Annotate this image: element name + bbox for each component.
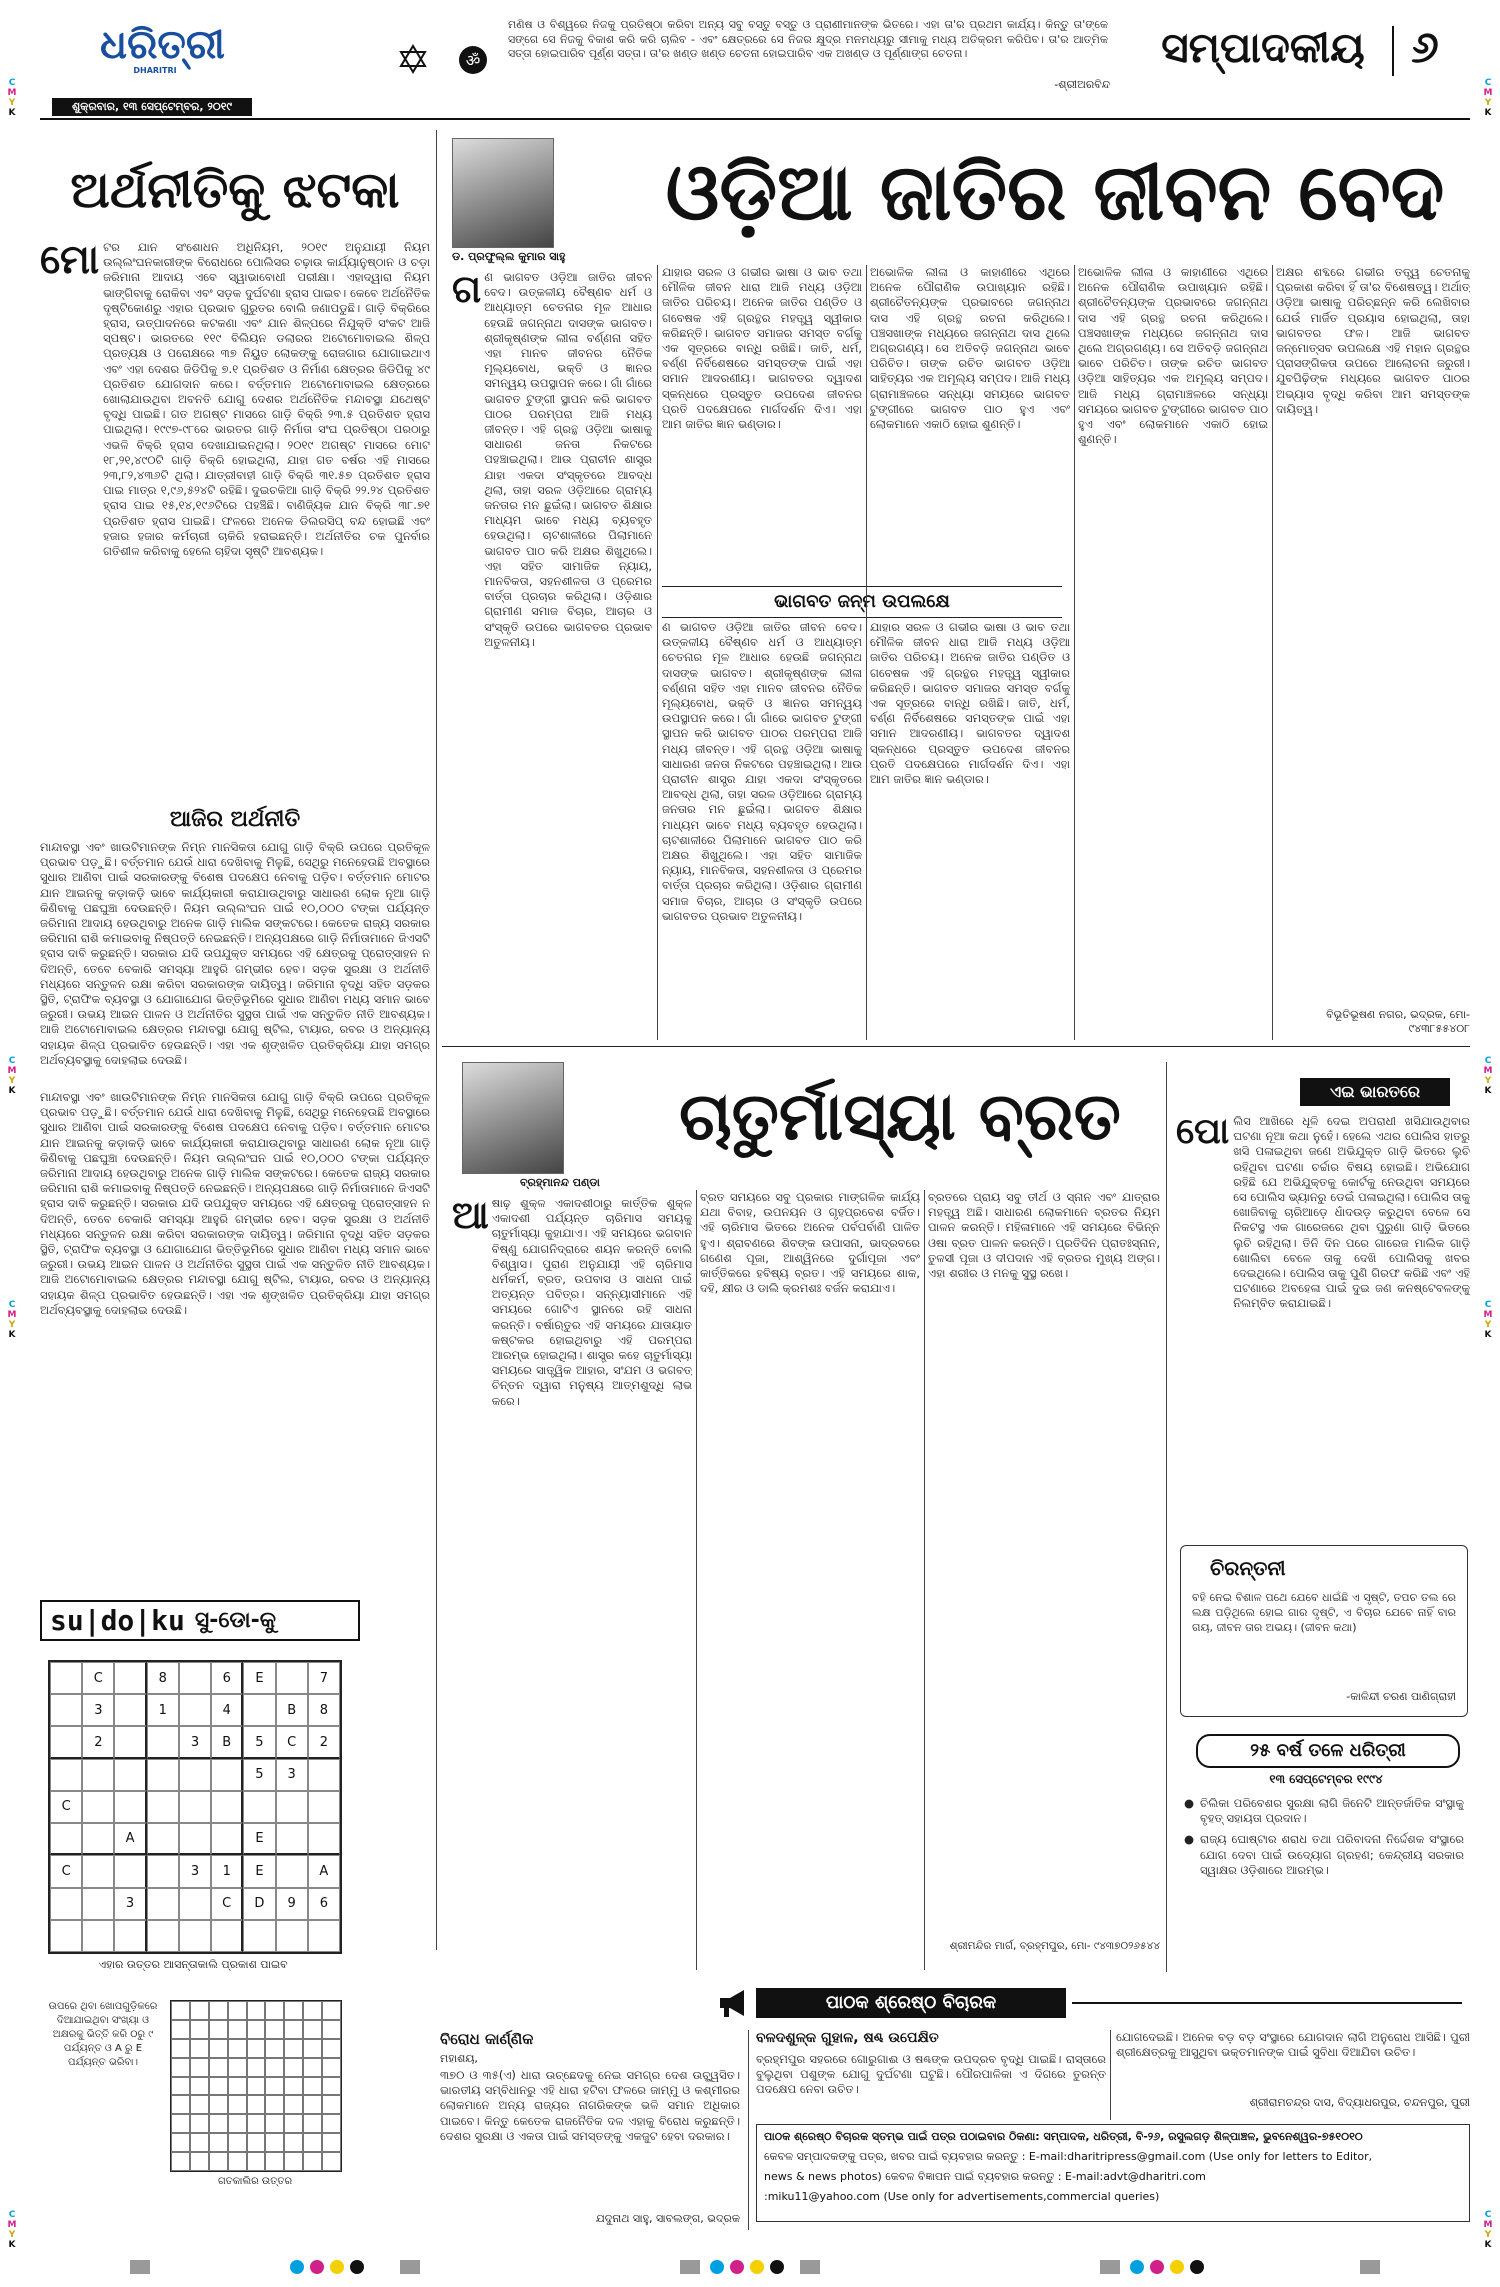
sudoku-solution-cell bbox=[209, 2114, 228, 2133]
sudoku-cell[interactable] bbox=[82, 1759, 114, 1791]
sudoku-solution-cell bbox=[209, 2133, 228, 2152]
letter2-body: ବ୍ରହ୍ମପୁର ସହରରେ ଗୋରୁଗାଈ ଓ ଷଣ୍ଢଙ୍କ ଉପଦ୍ରବ ବୃଦ୍ଧି ପାଇଛି। ରାସ୍ତାରେ ବୁଲୁଥିବା ପଶୁଙ୍କ ଯୋଗୁ ଦୁର୍ଘଟଣା ଘଟୁଛି। ପୌରପାଳିକା ଏ ଦିଗରେ ତୁରନ୍ତ ପଦକ୍ଷେପ ନେବା ଉଚିତ। bbox=[756, 2052, 1106, 2097]
sudoku-cell[interactable] bbox=[276, 1855, 308, 1887]
sudoku-solution-cell bbox=[190, 2039, 209, 2058]
registration-mark-right-bottom: C M Y K bbox=[1483, 2210, 1493, 2250]
ei-bharatare-dropcap: ପୋ bbox=[1176, 1111, 1230, 1152]
article2-col1: ଆ ଷାଢ଼ ଶୁକ୍ଳ ଏକାଦଶୀଠାରୁ କାର୍ତ୍ତିକ ଶୁକ୍ଳ ଏକାଦଶୀ ପର୍ଯ୍ୟନ୍ତ ଚାରିମାସ ସମୟକୁ ଚାତୁର୍ମାସ୍ୟା କୁହାଯାଏ। ଏହି ସମୟରେ ଭଗବାନ ବିଷ୍ଣୁ ଯୋଗନିଦ୍ରାରେ ଶୟନ କରନ୍ତି ବୋଲି ବିଶ୍ୱାସ। ପୁରାଣ ଅନୁଯାୟୀ ଏହି ଚାରିମାସ ଧର୍ମକର୍ମ, ବ୍ରତ, ଉପବାସ ଓ ସାଧନା ପାଇଁ ଅତ୍ୟନ୍ତ ପବିତ୍ର। ସନ୍ନ୍ୟାସୀମାନେ ଏହି ସମୟରେ ଗୋଟିଏ ସ୍ଥାନରେ ରହି ସାଧନା କରନ୍ତି। ବର୍ଷାଋତୁର ଏହି ସମୟରେ ଯାତାୟାତ କଷ୍ଟକର ହୋଇଥିବାରୁ ଏହି ପରମ୍ପରା ଆରମ୍ଭ ହୋଇଥିଲା। ଶାସ୍ତ୍ର କହେ ଚାତୁର୍ମାସ୍ୟା ସମୟରେ ସାତ୍ତ୍ୱିକ ଆହାର, ସଂଯମ ଓ ଭଗବତ୍ ଚିନ୍ତନ ଦ୍ୱାରା ମନୁଷ୍ୟ ଆତ୍ମଶୁଦ୍ଧି ଲାଭ କରେ। bbox=[452, 1193, 692, 1408]
sudoku-solution-cell bbox=[303, 2020, 322, 2039]
sudoku-solution-cell bbox=[171, 2020, 190, 2039]
sudoku-cell[interactable]: 3 bbox=[276, 1759, 308, 1791]
sudoku-solution-cell bbox=[209, 2152, 228, 2171]
sudoku-solution-cell bbox=[284, 2133, 303, 2152]
sudoku-solution-cell bbox=[265, 2001, 284, 2020]
sudoku-solution-cell bbox=[228, 2001, 247, 2020]
registration-mark-left-low: C M Y K bbox=[7, 1300, 17, 1340]
page-number: ୬ bbox=[1411, 22, 1439, 73]
issue-date: ଶୁକ୍ରବାର, ୧୩ ସେପ୍ଟେମ୍ବର, ୨୦୧୯ bbox=[52, 98, 252, 116]
sudoku-cell[interactable] bbox=[114, 1855, 146, 1887]
letter1-title: ବିରୋଧ କାର୍ଣ୍ଣିକ bbox=[440, 2030, 534, 2048]
sudoku-solution-cell bbox=[190, 2001, 209, 2020]
sudoku-cell[interactable]: 6 bbox=[308, 1888, 340, 1920]
sudoku-solution-cell bbox=[322, 2039, 341, 2058]
sudoku-solution-cell bbox=[303, 2095, 322, 2114]
sudoku-cell[interactable] bbox=[82, 1888, 114, 1920]
editorial-body-continued: ମାନ୍ଦାବସ୍ଥା ଏବଂ ଖାଉଟିମାନଙ୍କ ନିମ୍ନ ମାନସିକତା ଯୋଗୁ ଗାଡ଼ି ବିକ୍ରି ଉପରେ ପ୍ରତିକୂଳ ପ୍ରଭାବ ପଡ଼ୁଛି। ବର୍ତ୍ତମାନ ଯେଉଁ ଧାରା ଦେଖିବାକୁ ମିଳୁଛି, ସେଥିରୁ ମନେହେଉଛି ଅବସ୍ଥାରେ ସୁଧାର ଆଣିବା ପାଇଁ ସରକାରଙ୍କୁ ବିଶେଷ ପଦକ୍ଷେପ ନେବାକୁ ପଡ଼ିବ। ବର୍ତ୍ତମାନ ମୋଟର ଯାନ ଆଇନକୁ କଡ଼ାକଡ଼ି ଭାବେ କାର୍ଯ୍ୟକାରୀ କରାଯାଉଥିବାରୁ ସାଧାରଣ ଲୋକ ନୂଆ ଗାଡ଼ି କିଣିବାକୁ ପଛଘୁଞ୍ଚା ଦେଉଛନ୍ତି। ନିୟମ ଉଲ୍ଲଂଘନ ପାଇଁ ୧୦,୦୦୦ ଟଙ୍କା ପର୍ଯ୍ୟନ୍ତ ଜରିମାନା ଆଦାୟ ହେଉଥିବାରୁ ଅନେକ ଗାଡ଼ି ମାଲିକ ସଙ୍କଟରେ। କେତେକ ରାଜ୍ୟ ସରକାର ଜରିମାନା ରାଶି କମାଇବାକୁ ନିଷ୍ପତ୍ତି ନେଇଛନ୍ତି। ଅନ୍ୟପକ୍ଷରେ ଗାଡ଼ି ନିର୍ମାତାମାନେ ଜିଏସଟି ହ୍ରାସ ଦାବି କରୁଛନ୍ତି। ସରକାର ଯଦି ଉପଯୁକ୍ତ ସମୟରେ ଏହି କ୍ଷେତ୍ରକୁ ପ୍ରୋତ୍ସାହନ ନ ଦିଅନ୍ତି, ତେବେ ବେକାରି ସମସ୍ୟା ଆହୁରି ଗମ୍ଭୀର ହେବ। ସଡ଼କ ସୁରକ୍ଷା ଓ ଅର୍ଥନୀତି ମଧ୍ୟରେ ସନ୍ତୁଳନ ରକ୍ଷା କରିବା ସରକାରଙ୍କ ଦାୟିତ୍ୱ। ଜରିମାନା ବୃଦ୍ଧି ସହିତ ସଡ଼କର ସ୍ଥିତି, ଟ୍ରାଫିକ ବ୍ୟବସ୍ଥା ଓ ଯୋଗାଯୋଗ ଭିତ୍ତିଭୂମିରେ ସୁଧାର ଆଣିବା ମଧ୍ୟ ସମାନ ଭାବେ ଜରୁରୀ। ଉଭୟ ଆଇନ ପାଳନ ଓ ଅର୍ଥନୀତିର ସୁସ୍ଥତା ପାଇଁ ଏକ ସନ୍ତୁଳିତ ନୀତି ଆବଶ୍ୟକ। ଆଜି ଅଟୋମୋବାଇଲ କ୍ଷେତ୍ରର ମନ୍ଦାବସ୍ଥା ଯୋଗୁ ଷ୍ଟିଲ, ଟାୟାର, ରବର ଓ ଅନ୍ୟାନ୍ୟ ସହାୟକ ଶିଳ୍ପ ପ୍ରଭାବିତ ହେଉଛନ୍ତି। ଏହା ଏକ ଶୃଙ୍ଖଳିତ ପ୍ରତିକ୍ରିୟା ଯାହା ସମଗ୍ର ଅର୍ଥବ୍ୟବସ୍ଥାକୁ ଦୋହଲାଇ ଦେଉଛି। bbox=[40, 1090, 430, 1317]
sudoku-solution-cell bbox=[171, 2058, 190, 2077]
sudoku-solution-cell bbox=[265, 2114, 284, 2133]
om-icon bbox=[455, 44, 491, 76]
sudoku-cell[interactable]: E bbox=[243, 1855, 275, 1887]
sudoku-solution-cell bbox=[228, 2058, 247, 2077]
sudoku-solution-note: ଉପରେ ଥିବା ଖୋପଗୁଡ଼ିକରେ ଦିଆଯାଇଥିବା ସଂଖ୍ୟା ଓ ଅକ୍ଷରକୁ ଭିତ୍ତି କରି ୦ରୁ ୯ ପର୍ଯ୍ୟନ୍ତ ଓ A ରୁ E ପର୍ଯ୍ୟନ୍ତ ଭରିବା। bbox=[48, 2001, 158, 2068]
sudoku-cell[interactable] bbox=[211, 1759, 243, 1791]
sudoku-solution-cell bbox=[171, 2133, 190, 2152]
sudoku-cell[interactable] bbox=[243, 1694, 275, 1726]
sudoku-title: su|do|ku bbox=[50, 1604, 185, 1637]
years25-item: ● ଚିଲିକା ପରିବେଶର ସୁରକ୍ଷା ଲାଗି ଜିନେଟି ଆନ୍ତର୍ଜାତିକ ସଂସ୍ଥାକୁ ବୃହତ୍ ସହାୟତା ପ୍ରଦାନ। bbox=[1184, 1796, 1464, 1826]
sudoku-solution-cell bbox=[284, 2001, 303, 2020]
registration-mark-right-low: C M Y K bbox=[1483, 1300, 1493, 1340]
article2-byline: ଶ୍ରୀମନ୍ଦିର ମାର୍ଗ, ବ୍ରହ୍ମପୁର, ମୋ- ୯୪୩୭୦୨୬୫୪୪ bbox=[949, 1940, 1160, 1952]
sudoku-cell[interactable]: B bbox=[276, 1694, 308, 1726]
letter1-sign: ଯଦୁନାଥ ସାହୁ, ସାବଲଙ୍ଗ, ଭଦ୍ରକ bbox=[595, 2212, 740, 2225]
contact-title: ପାଠକ ଶ୍ରେଷ୍ଠ ବିଚାରକ ସ୍ତମ୍ଭ ପାଇଁ ପତ୍ର ପଠାଇବାର ଠିକଣା: ସମ୍ପାଦକ, ଧରିତ୍ରୀ, ବି-୨୬, ରସୁଲଗଡ଼ ଶିଳ୍ପାଞ୍ଚଳ, ଭୁବନେଶ୍ୱର-୭୫୧୦୧୦ bbox=[764, 2130, 1363, 2143]
article1-title: ଓଡ଼ିଆ ଜାତିର ଜୀବନ ବେଦ bbox=[665, 148, 1445, 238]
print-color-bar bbox=[0, 2252, 1500, 2282]
sudoku-cell[interactable] bbox=[147, 1759, 179, 1791]
sudoku-solution-cell bbox=[209, 2020, 228, 2039]
letter3-body: ଯୋଗଦେଇଛି। ଅନେକ ବଡ଼ ବଡ଼ ସଂସ୍ଥାରେ ଯୋଗଦାନ ଲାଗି ଅନୁରୋଧ ଆସିଛି। ପୁରୀ ଶ୍ରୀକ୍ଷେତ୍ରକୁ ଆସୁଥିବା ଭକ୍ତମାନଙ୍କ ପାଇଁ ସୁବିଧା ଦିଆଯିବା ଉଚିତ। bbox=[1116, 2030, 1470, 2060]
sudoku-cell[interactable] bbox=[308, 1823, 340, 1855]
letter2-title: ବଳଦଶୁଳ୍କ ଗୁହାଳ, ଷଣ୍ଢ ଉପେକ୍ଷିତ bbox=[756, 2030, 939, 2046]
sudoku-solution-cell bbox=[322, 2001, 341, 2020]
bullet-icon: ● bbox=[1184, 1832, 1195, 1847]
sudoku-cell[interactable] bbox=[50, 1694, 82, 1726]
sudoku-solution-cell bbox=[265, 2039, 284, 2058]
editorial-dropcap: ମୋ bbox=[40, 237, 100, 283]
sudoku-cell[interactable] bbox=[50, 1759, 82, 1791]
sudoku-solution-cell bbox=[247, 2114, 266, 2133]
sudoku-cell[interactable] bbox=[114, 1726, 146, 1758]
sudoku-cell[interactable] bbox=[147, 1823, 179, 1855]
reader-banner-title: ପାଠକ ଶ୍ରେଷ୍ଠ ବିଚାରକ bbox=[756, 1988, 1066, 2018]
sudoku-solution-cell bbox=[228, 2133, 247, 2152]
sudoku-solution-cell bbox=[322, 2058, 341, 2077]
sudoku-solution-cell bbox=[247, 2077, 266, 2096]
sudoku-solution-cell bbox=[190, 2133, 209, 2152]
sudoku-solution-cell bbox=[284, 2095, 303, 2114]
sudoku-cell[interactable] bbox=[276, 1662, 308, 1694]
sudoku-cell[interactable] bbox=[179, 1662, 211, 1694]
chirantani-author: -କାଳିନ୍ଦୀ ଚରଣ ପାଣିଗ୍ରାହୀ bbox=[1346, 1690, 1456, 1703]
sudoku-cell[interactable] bbox=[179, 1888, 211, 1920]
sudoku-cell[interactable]: C bbox=[211, 1888, 243, 1920]
sudoku-solution-cell bbox=[209, 2095, 228, 2114]
sudoku-cell[interactable] bbox=[243, 1791, 275, 1823]
sudoku-cell[interactable] bbox=[50, 1662, 82, 1694]
sudoku-cell[interactable]: 2 bbox=[308, 1726, 340, 1758]
sudoku-cell[interactable]: 3 bbox=[114, 1888, 146, 1920]
sudoku-solution-cell bbox=[171, 2114, 190, 2133]
sudoku-cell[interactable] bbox=[276, 1920, 308, 1952]
sudoku-solution-cell bbox=[284, 2114, 303, 2133]
article1-col3b: ଯାହାର ସରଳ ଓ ଗଭୀର ଭାଷା ଓ ଭାବ ତଥା ମୌଳିକ ଜୀବନ ଧାରା ଆଜି ମଧ୍ୟ ଓଡ଼ିଆ ଜାତିର ପରିଚୟ। ଅନେକ ଜାତିର ପଣ୍ଡିତ ଓ ଗବେଷକ ଏହି ଗ୍ରନ୍ଥର ମହତ୍ତ୍ୱ ସ୍ୱୀକାର କରିଛନ୍ତି। ଭାଗବତ ସମାଜର ସମସ୍ତ ବର୍ଗକୁ ଏକ ସୂତ୍ରରେ ବାନ୍ଧି ରଖିଛି। ଜାତି, ଧର୍ମ, ବର୍ଣ୍ଣ ନିର୍ବିଶେଷରେ ସମସ୍ତଙ୍କ ପାଇଁ ଏହା ସମାନ ଆଦରଣୀୟ। ଭାଗବତର ଦ୍ୱାଦଶ ସ୍କନ୍ଧରେ ପ୍ରସ୍ତୁତ ଉପଦେଶ ଜୀବନର ପ୍ରତି ପଦକ୍ଷେପରେ ମାର୍ଗଦର୍ଶନ ଦିଏ। ଏହା ଆମ ଜାତିର ଜ୍ଞାନ ଭଣ୍ଡାର। bbox=[870, 620, 1070, 787]
sudoku-cell[interactable] bbox=[114, 1759, 146, 1791]
sudoku-solution-cell bbox=[322, 2133, 341, 2152]
sudoku-cell[interactable] bbox=[211, 1823, 243, 1855]
author-photo-1 bbox=[452, 138, 554, 248]
sudoku-cell[interactable]: 5 bbox=[243, 1726, 275, 1758]
registration-mark-right-top: C M Y K bbox=[1483, 78, 1493, 118]
sudoku-cell[interactable]: 8 bbox=[308, 1694, 340, 1726]
article1-author: ଡ. ପ୍ରଫୁଲ୍ଲ କୁମାର ସାହୁ bbox=[452, 250, 566, 263]
sudoku-cell[interactable] bbox=[114, 1662, 146, 1694]
sudoku-cell[interactable]: 3 bbox=[179, 1855, 211, 1887]
sudoku-solution-cell bbox=[284, 2077, 303, 2096]
sudoku-solution-cell bbox=[171, 2077, 190, 2096]
sudoku-cell[interactable]: A bbox=[114, 1823, 146, 1855]
sudoku-solution-cell bbox=[265, 2058, 284, 2077]
sudoku-solution-grid bbox=[170, 2000, 342, 2172]
sudoku-cell[interactable]: C bbox=[276, 1726, 308, 1758]
registration-mark-left-bottom: C M Y K bbox=[7, 2210, 17, 2250]
sudoku-solution-cell bbox=[228, 2020, 247, 2039]
article1-dropcap: ଗ bbox=[452, 267, 482, 311]
article1-col3: ଅଭୋଳିକ ଲୀଳା ଓ କାହାଣୀରେ ଏଥିରେ ଅନେକ ପୌରାଣିକ ଉପାଖ୍ୟାନ ରହିଛି। ଶ୍ରୀଚୈତନ୍ୟଙ୍କ ପ୍ରଭାବରେ ଜଗନ୍ନାଥ ଦାସ ଏହି ଗ୍ରନ୍ଥ ରଚନା କରିଥିଲେ। ପଞ୍ଚସଖାଙ୍କ ମଧ୍ୟରେ ଜଗନ୍ନାଥ ଦାସ ଥିଲେ ଅଗ୍ରଗଣ୍ୟ। ସେ ଅତିବଡ଼ି ଜଗନ୍ନାଥ ଭାବେ ପରିଚିତ। ତାଙ୍କ ରଚିତ ଭାଗବତ ଓଡ଼ିଆ ସାହିତ୍ୟର ଏକ ଅମୂଲ୍ୟ ସମ୍ପଦ। ଆଜି ମଧ୍ୟ ଗ୍ରାମାଞ୍ଚଳରେ ସନ୍ଧ୍ୟା ସମୟରେ ଭାଗବତ ଟୁଙ୍ଗୀରେ ଭାଗବତ ପାଠ ହୁଏ ଏବଂ ଲୋକମାନେ ଏକାଠି ହୋଇ ଶୁଣନ୍ତି। bbox=[870, 265, 1070, 432]
article1-col4: ଅଭୋଳିକ ଲୀଳା ଓ କାହାଣୀରେ ଏଥିରେ ଅନେକ ପୌରାଣିକ ଉପାଖ୍ୟାନ ରହିଛି। ଶ୍ରୀଚୈତନ୍ୟଙ୍କ ପ୍ରଭାବରେ ଜଗନ୍ନାଥ ଦାସ ଏହି ଗ୍ରନ୍ଥ ରଚନା କରିଥିଲେ। ପଞ୍ଚସଖାଙ୍କ ମଧ୍ୟରେ ଜଗନ୍ନାଥ ଦାସ ଥିଲେ ଅଗ୍ରଗଣ୍ୟ। ସେ ଅତିବଡ଼ି ଜଗନ୍ନାଥ ଭାବେ ପରିଚିତ। ତାଙ୍କ ରଚିତ ଭାଗବତ ଓଡ଼ିଆ ସାହିତ୍ୟର ଏକ ଅମୂଲ୍ୟ ସମ୍ପଦ। ଆଜି ମଧ୍ୟ ଗ୍ରାମାଞ୍ଚଳରେ ସନ୍ଧ୍ୟା ସମୟରେ ଭାଗବତ ଟୁଙ୍ଗୀରେ ଭାଗବତ ପାଠ ହୁଏ ଏବଂ ଲୋକମାନେ ଏକାଠି ହୋଇ ଶୁଣନ୍ତି। bbox=[1078, 265, 1268, 447]
sudoku-cell[interactable]: E bbox=[243, 1662, 275, 1694]
sudoku-cell[interactable] bbox=[82, 1823, 114, 1855]
sudoku-cell[interactable]: E bbox=[243, 1823, 275, 1855]
sudoku-cell[interactable]: 3 bbox=[82, 1694, 114, 1726]
sudoku-solution-cell bbox=[171, 2001, 190, 2020]
article2-author: ବ୍ରହ୍ମାନନ୍ଦ ପଣ୍ଡା bbox=[520, 1176, 600, 1189]
sudoku-solution-cell bbox=[209, 2077, 228, 2096]
sudoku-cell[interactable] bbox=[114, 1791, 146, 1823]
quote-author: -ଶ୍ରୀଅରବିନ୍ଦ bbox=[1054, 78, 1110, 91]
sudoku-cell[interactable] bbox=[82, 1791, 114, 1823]
sudoku-cell[interactable] bbox=[114, 1694, 146, 1726]
years25-date: ୧୩ ସେପ୍ଟେମ୍ବର ୧୯୯୪ bbox=[1269, 1772, 1383, 1786]
sudoku-solution-cell bbox=[228, 2152, 247, 2171]
sudoku-cell[interactable] bbox=[50, 1823, 82, 1855]
sudoku-cell[interactable]: 6 bbox=[211, 1662, 243, 1694]
registration-mark-left-top: C M Y K bbox=[7, 78, 17, 118]
bullet-icon: ● bbox=[1184, 1796, 1195, 1810]
years25-badge: ୨୫ ବର୍ଷ ତଳେ ଧରିତ୍ରୀ bbox=[1196, 1734, 1460, 1768]
sudoku-cell[interactable] bbox=[179, 1791, 211, 1823]
years25-list bbox=[1184, 1796, 1464, 1966]
contact-line-2[interactable]: news & news photos) କେବଳ ବିଜ୍ଞାପନ ପାଇଁ ବ୍ୟବହାର କରନ୍ତୁ : E-mail:advt@dharitri.com bbox=[764, 2170, 1206, 2183]
sudoku-cell[interactable] bbox=[50, 1920, 82, 1952]
sudoku-solution-cell bbox=[190, 2095, 209, 2114]
sudoku-solution-cell bbox=[265, 2152, 284, 2171]
sudoku-cell[interactable]: 2 bbox=[82, 1726, 114, 1758]
sudoku-solution-cell bbox=[190, 2077, 209, 2096]
sudoku-cell[interactable] bbox=[179, 1920, 211, 1952]
editorial-body: ଟର ଯାନ ସଂଶୋଧନ ଅଧିନିୟମ, ୨୦୧୯ ଅନୁଯାୟୀ ନିୟମ ଉଲ୍ଲଂଘନକାରୀଙ୍କ ବିରୋଧରେ ପୋଲିସର ଚଢ଼ାଉ କାର୍ଯ୍ୟାନୁଷ୍ଠାନ ଓ ଚଡ଼ା ଜରିମାନା ଆଦାୟ ଏବେ ସ୍ୱାଭାବୋଧୀ ପରୀକ୍ଷା। ଏହାଦ୍ୱାରା ନିୟମ ଭାଙ୍ଗିବାକୁ ରୋକିବା ଏବଂ ସଡ଼କ ଦୁର୍ଘଟଣା ହ୍ରାସ ପାଇବ। କେବେ ଅର୍ଥନୈତିକ ଦୃଷ୍ଟିକୋଣରୁ ଏହାର ପ୍ରଭାବ ଗୁରୁତର ବୋଲି ଜଣାପଡୁଛି। ଗାଡ଼ି ବିକ୍ରିରେ ହ୍ରାସ, ଉତ୍ପାଦନରେ କଟକଣା ଏବଂ ଯାନ ଶିଳ୍ପରେ ନିଯୁକ୍ତି ସଂକଟ ଆଜି ସ୍ପଷ୍ଟ। ଭାରତରେ ୧୧୯ ବିଲିୟନ ଡଲାରର ଅଟୋମୋବାଇଲ ଶିଳ୍ପ ପ୍ରତ୍ୟକ୍ଷ ଓ ପରୋକ୍ଷରେ ୩୭ ନିୟୁତ ଲୋକଙ୍କୁ ରୋଜଗାର ଯୋଗାଇଥାଏ ଏବଂ ଏହା ଦେଶର ଜିଡିପିକୁ ୭.୧ ପ୍ରତିଶତ ଓ ନିର୍ମାଣ କ୍ଷେତ୍ରର ଜିଡିପିକୁ ୪୯ ପ୍ରତିଶତ ଯୋଗଦାନ କରେ। ବର୍ତ୍ତମାନ ଅଟୋମୋବାଇଲ କ୍ଷେତ୍ରରେ ଖୋଲାଯାଉଥିବା ଅବନତି ଯୋଗୁ ଦେଶର ଅର୍ଥନୈତିକ ମନ୍ଦାବସ୍ଥା ଯଥେଷ୍ଟ ବୃଦ୍ଧି ପାଇଛି। ଗତ ଅଗଷ୍ଟ ମାସରେ ଗାଡ଼ି ବିକ୍ରି ୨୩.୫ ପ୍ରତିଶତ ହ୍ରାସ ପାଇଥିଲା। ୧୯୯୭-୯୮ରେ ଭାରତର ଗାଡ଼ି ନିର୍ମାତା ସଂଘ ପ୍ରତିଷ୍ଠା ପରଠାରୁ ଏଭଳି ବିକ୍ରି ହ୍ରାସ ଦେଖାଯାଇନଥିଲା। ୨୦୧୯ ଅଗଷ୍ଟ ମାସରେ ମୋଟ ୧୮,୨୧,୪୯୦ଟି ଗାଡ଼ି ବିକ୍ରି ହୋଇଥିଲା, ଯାହା ଗତ ବର୍ଷର ଏହି ମାସରେ ୨୩,୮୨,୪୩୬ଟି ଥିଲା। ଯାତ୍ରୀବାହୀ ଗାଡ଼ି ବିକ୍ରି ୩୧.୫୭ ପ୍ରତିଶତ ହ୍ରାସ ପାଇ ମାତ୍ର ୧,୯୬,୫୨୪ଟି ରହିଛି। ଦୁଇଚକିଆ ଗାଡ଼ି ବିକ୍ରି ୨୨.୨୪ ପ୍ରତିଶତ ହ୍ରାସ ପାଇ ୧୫,୧୪,୧୯୬ଟିରେ ପହଞ୍ଚିଛି। ବାଣିଜ୍ୟିକ ଯାନ ବିକ୍ରି ୩୮.୭୧ ପ୍ରତିଶତ ହ୍ରାସ ପାଇଛି। ଫଳରେ ଅନେକ ଡିଲରସିପ୍ ବନ୍ଦ ହୋଇଛି ଏବଂ ହଜାର ହଜାର କର୍ମଚାରୀ ଚାକିରି ହରାଇଛନ୍ତି। ଅର୍ଥନୀତିର ଚକ ପୁନର୍ବାର ଗତିଶୀଳ କରିବାକୁ ହେଲେ ଚାହିଦା ସୃଷ୍ଟି ଆବଶ୍ୟକ। bbox=[103, 240, 430, 559]
article2-dropcap: ଆ bbox=[452, 1193, 489, 1237]
sudoku-solution-cell bbox=[247, 2001, 266, 2020]
editorial-title: ଅର୍ଥନୀତିକୁ ଝଟକା bbox=[70, 161, 400, 219]
sudoku-solution-cell bbox=[284, 2020, 303, 2039]
contact-line-1[interactable]: କେବଳ ସମ୍ପାଦକଙ୍କୁ ପତ୍ର, ଖବର ପାଇଁ ବ୍ୟବହାର କରନ୍ତୁ : E-mail:dharitripress@gmail.com (Use only for letters to Editor, bbox=[764, 2150, 1373, 2163]
letter1-salutation: ମହାଶୟ, bbox=[440, 2052, 478, 2065]
registration-mark-left-mid: C M Y K bbox=[7, 1056, 17, 1096]
sudoku-cell[interactable]: 3 bbox=[179, 1726, 211, 1758]
daily-quote: ମଣିଷ ଓ ବିଶ୍ୱରେ ନିଜକୁ ପ୍ରତିଷ୍ଠା କରିବା ଅନ୍ୟ ସବୁ ବସ୍ତୁ ବସ୍ତୁ ଓ ପ୍ରାଣୀମାନଙ୍କ ଭିତରେ। ଏହା ତା'ର ପ୍ରଥମ କାର୍ଯ୍ୟ। କିନ୍ତୁ ତା'ଙ୍କେ ସଙ୍ଗେ ସେ ନିଜକୁ ବିକାଶ କରି କରି ଚାଲିବ - ଏବଂ କ୍ଷେତ୍ରରେ ସେ ନିଜର କ୍ଷୁଦ୍ର ମନମଧ୍ୟରୁ ସୀମାକୁ ମଧ୍ୟ ଅତିକ୍ରମ କରିପିବ। ତା'ର ଆତ୍ମିକ ସତ୍ତା ହୋଇପାରିବ ପୂର୍ଣ୍ଣ ସତ୍ତା। ତା'ର ଖଣ୍ଡ ଖଣ୍ଡ ଚେତନା ହୋଇପାରିବ ଏକ ଅଖଣ୍ଡ ଓ ପୂର୍ଣ୍ଣାଙ୍ଗ ଚେତନା। bbox=[508, 18, 1108, 60]
sudoku-solution-cell bbox=[265, 2095, 284, 2114]
editorial-body-2: ମାନ୍ଦାବସ୍ଥା ଏବଂ ଖାଉଟିମାନଙ୍କ ନିମ୍ନ ମାନସିକତା ଯୋଗୁ ଗାଡ଼ି ବିକ୍ରି ଉପରେ ପ୍ରତିକୂଳ ପ୍ରଭାବ ପଡ଼ୁଛି। ବର୍ତ୍ତମାନ ଯେଉଁ ଧାରା ଦେଖିବାକୁ ମିଳୁଛି, ସେଥିରୁ ମନେହେଉଛି ଅବସ୍ଥାରେ ସୁଧାର ଆଣିବା ପାଇଁ ସରକାରଙ୍କୁ ବିଶେଷ ପଦକ୍ଷେପ ନେବାକୁ ପଡ଼ିବ। ବର୍ତ୍ତମାନ ମୋଟର ଯାନ ଆଇନକୁ କଡ଼ାକଡ଼ି ଭାବେ କାର୍ଯ୍ୟକାରୀ କରାଯାଉଥିବାରୁ ସାଧାରଣ ଲୋକ ନୂଆ ଗାଡ଼ି କିଣିବାକୁ ପଛଘୁଞ୍ଚା ଦେଉଛନ୍ତି। ନିୟମ ଉଲ୍ଲଂଘନ ପାଇଁ ୧୦,୦୦୦ ଟଙ୍କା ପର୍ଯ୍ୟନ୍ତ ଜରିମାନା ଆଦାୟ ହେଉଥିବାରୁ ଅନେକ ଗାଡ଼ି ମାଲିକ ସଙ୍କଟରେ। କେତେକ ରାଜ୍ୟ ସରକାର ଜରିମାନା ରାଶି କମାଇବାକୁ ନିଷ୍ପତ୍ତି ନେଇଛନ୍ତି। ଅନ୍ୟପକ୍ଷରେ ଗାଡ଼ି ନିର୍ମାତାମାନେ ଜିଏସଟି ହ୍ରାସ ଦାବି କରୁଛନ୍ତି। ସରକାର ଯଦି ଉପଯୁକ୍ତ ସମୟରେ ଏହି କ୍ଷେତ୍ରକୁ ପ୍ରୋତ୍ସାହନ ନ ଦିଅନ୍ତି, ତେବେ ବେକାରି ସମସ୍ୟା ଆହୁରି ଗମ୍ଭୀର ହେବ। ସଡ଼କ ସୁରକ୍ଷା ଓ ଅର୍ଥନୀତି ମଧ୍ୟରେ ସନ୍ତୁଳନ ରକ୍ଷା କରିବା ସରକାରଙ୍କ ଦାୟିତ୍ୱ। ଜରିମାନା ବୃଦ୍ଧି ସହିତ ସଡ଼କର ସ୍ଥିତି, ଟ୍ରାଫିକ ବ୍ୟବସ୍ଥା ଓ ଯୋଗାଯୋଗ ଭିତ୍ତିଭୂମିରେ ସୁଧାର ଆଣିବା ମଧ୍ୟ ସମାନ ଭାବେ ଜରୁରୀ। ଉଭୟ ଆଇନ ପାଳନ ଓ ଅର୍ଥନୀତିର ସୁସ୍ଥତା ପାଇଁ ଏକ ସନ୍ତୁଳିତ ନୀତି ଆବଶ୍ୟକ। ଆଜି ଅଟୋମୋବାଇଲ କ୍ଷେତ୍ରର ମନ୍ଦାବସ୍ଥା ଯୋଗୁ ଷ୍ଟିଲ, ଟାୟାର, ରବର ଓ ଅନ୍ୟାନ୍ୟ ସହାୟକ ଶିଳ୍ପ ପ୍ରଭାବିତ ହେଉଛନ୍ତି। ଏହା ଏକ ଶୃଙ୍ଖଳିତ ପ୍ରତିକ୍ରିୟା ଯାହା ସମଗ୍ର ଅର୍ଥବ୍ୟବସ୍ଥାକୁ ଦୋହଲାଇ ଦେଉଛି। bbox=[40, 840, 430, 1067]
sudoku-cell[interactable]: 1 bbox=[147, 1694, 179, 1726]
sudoku-cell[interactable] bbox=[82, 1855, 114, 1887]
sudoku-solution-cell bbox=[247, 2020, 266, 2039]
sudoku-cell[interactable] bbox=[308, 1791, 340, 1823]
article1-subhead: ଭାଗବତ ଜନ୍ମ ଉପଲକ୍ଷେ bbox=[662, 586, 1062, 618]
sudoku-solution-cell bbox=[190, 2058, 209, 2077]
logo-text: ଧରିତ୍ରୀ bbox=[100, 22, 225, 68]
sudoku-solution-cell bbox=[209, 2058, 228, 2077]
sudoku-cell[interactable]: A bbox=[308, 1855, 340, 1887]
sudoku-solution-cell bbox=[247, 2095, 266, 2114]
author-photo-2 bbox=[462, 1062, 564, 1174]
sudoku-cell[interactable] bbox=[50, 1888, 82, 1920]
megaphone-icon bbox=[716, 1986, 750, 2020]
sudoku-solution-cell bbox=[247, 2058, 266, 2077]
sudoku-solution-cell bbox=[322, 2114, 341, 2133]
sudoku-solution-cell bbox=[303, 2077, 322, 2096]
sudoku-solution-cell bbox=[322, 2095, 341, 2114]
sudoku-cell[interactable] bbox=[82, 1920, 114, 1952]
sudoku-solution-cell bbox=[303, 2152, 322, 2171]
sudoku-solution-cell bbox=[322, 2152, 341, 2171]
sudoku-solution-cell bbox=[209, 2001, 228, 2020]
logo[interactable] bbox=[100, 20, 225, 80]
sudoku-cell[interactable] bbox=[308, 1920, 340, 1952]
section-title: ସମ୍ପାଦକୀୟ bbox=[1161, 23, 1365, 72]
sudoku-solution-cell bbox=[303, 2039, 322, 2058]
letter1-body: ୩୭୦ ଓ ୩୫(ଏ) ଧାରା ଉଚ୍ଛେଦକୁ ନେଇ ସମଗ୍ର ଦେଶ ଉଚ୍ଛ୍ୱସିତ। ଭାରତୀୟ ସମ୍ବିଧାନରୁ ଏହି ଧାରା ହଟିବା ଫଳରେ ଜାମ୍ମୁ ଓ କଶ୍ମୀରର ଲୋକମାନେ ଅନ୍ୟ ରାଜ୍ୟର ନାଗରିକଙ୍କ ଭଳି ସମାନ ଅଧିକାର ପାଇବେ। କିନ୍ତୁ କେତେକ ରାଜନୈତିକ ଦଳ ଏହାକୁ ବିରୋଧ କରୁଛନ୍ତି। ଦେଶର ସୁରକ୍ଷା ଓ ଏକତା ପାଇଁ ସମସ୍ତଙ୍କୁ ଏକଜୁଟ ହେବା ଦରକାର। bbox=[440, 2068, 740, 2143]
sudoku-solution-cell bbox=[303, 2001, 322, 2020]
sudoku-cell[interactable] bbox=[179, 1694, 211, 1726]
sudoku-cell[interactable] bbox=[276, 1823, 308, 1855]
article2-col3: ବ୍ରତରେ ପ୍ରାୟ ସବୁ ତୀର୍ଥ ଓ ସ୍ନାନ ଏବଂ ଯାତ୍ରାର ମହତ୍ତ୍ୱ ଅଛି। ସାଧାରଣ ଲୋକମାନେ ବ୍ରତର ନିୟମ ପାଳନ କରନ୍ତି। ମହିଳାମାନେ ଏହି ସମୟରେ ବିଭିନ୍ନ ଓଷା ବ୍ରତ ପାଳନ କରନ୍ତି। ପ୍ରତିଦିନ ପ୍ରାତଃସ୍ନାନ, ତୁଳସୀ ପୂଜା ଓ ଦୀପଦାନ ଏହି ବ୍ରତର ମୁଖ୍ୟ ଅଙ୍ଗ। ଏହା ଶରୀର ଓ ମନକୁ ସୁସ୍ଥ ରଖେ। bbox=[928, 1190, 1160, 1281]
article2-title: ଚାତୁର୍ମାସ୍ୟା ବ୍ରତ bbox=[679, 1078, 1121, 1155]
ei-bharatare-body-block: ପୋ ଲିସ ଆଖିରେ ଧୂଳି ଦେଇ ଅପରାଧୀ ଖସିଯାଉଥିବାର ଘଟଣା ନୂଆ କଥା ନୁହେଁ। ହେଲେ ଏଥର ପୋଲିସ ହାତରୁ ଖସି ପଳାଇଥିବା ଜଣେ ଅଭିଯୁକ୍ତ ଗାଡ଼ି ଭିତରେ ଲୁଚି ରହିଥିବା ଘଟଣା ଚର୍ଚ୍ଚାର ବିଷୟ ହୋଇଛି। ଅଭିଯୋଗ ରହିଛି ଯେ ଅଭିଯୁକ୍ତକୁ କୋର୍ଟକୁ ନେଉଥିବା ସମୟରେ ସେ ପୋଲିସ ଭ୍ୟାନରୁ ଡେଇଁ ପଳାଇଥିଲା। ପୋଲିସ ତାକୁ ଖୋଜିବାକୁ ଚାରିଆଡ଼େ ଧାଁଦଉଡ଼ କରୁଥିବା ବେଳେ ସେ ନିକଟସ୍ଥ ଏକ ଗାରେଜରେ ଥିବା ପୁରୁଣା ଗାଡ଼ି ଭିତରେ ଲୁଚି ରହିଥିଲା। ତିନି ଦିନ ପରେ ଗାରେଜ ମାଲିକ ଗାଡ଼ି ଖୋଲିବା ବେଳେ ତାକୁ ଦେଖି ପୋଲିସକୁ ଖବର ଦେଇଥିଲେ। ପୋଲିସ ତାକୁ ପୁଣି ଗିରଫ କରିଛି ଏବଂ ଏହି ଘଟଣାରେ ଅବହେଳା ପାଇଁ ଦୁଇ ଜଣ କନଷ୍ଟେବଳଙ୍କୁ ନିଲମ୍ବିତ କରାଯାଇଛି। bbox=[1176, 1111, 1470, 1311]
sudoku-solution-cell bbox=[247, 2152, 266, 2171]
sudoku-solution-cell bbox=[247, 2039, 266, 2058]
years25-item: ● ରାଜ୍ୟ ଘୋଷ୍ଟାର ଶରାଧ ତଥା ପରିବାଦନା ନିର୍ଦ୍ଦେଶକ ସଂସ୍ଥାରେ ଯୋଗ ଦେବା ପାଇଁ ଉଦ୍ୟୋଗ ଗ୍ରହଣ; କେନ୍ଦ୍ରୀୟ ସରକାର ସ୍ୱାକ୍ଷର ଓଡ଼ିଶାରେ ଆରମ୍ଭ। bbox=[1184, 1832, 1464, 1877]
sudoku-cell[interactable]: D bbox=[243, 1888, 275, 1920]
sudoku-cell[interactable] bbox=[147, 1726, 179, 1758]
sudoku-solution-cell bbox=[303, 2133, 322, 2152]
sudoku-solution-cell bbox=[171, 2039, 190, 2058]
article1-col2: ଯାହାର ସରଳ ଓ ଗଭୀର ଭାଷା ଓ ଭାବ ତଥା ମୌଳିକ ଜୀବନ ଧାରା ଆଜି ମଧ୍ୟ ଓଡ଼ିଆ ଜାତିର ପରିଚୟ। ଅନେକ ଜାତିର ପଣ୍ଡିତ ଓ ଗବେଷକ ଏହି ଗ୍ରନ୍ଥର ମହତ୍ତ୍ୱ ସ୍ୱୀକାର କରିଛନ୍ତି। ଭାଗବତ ସମାଜର ସମସ୍ତ ବର୍ଗକୁ ଏକ ସୂତ୍ରରେ ବାନ୍ଧି ରଖିଛି। ଜାତି, ଧର୍ମ, ବର୍ଣ୍ଣ ନିର୍ବିଶେଷରେ ସମସ୍ତଙ୍କ ପାଇଁ ଏହା ସମାନ ଆଦରଣୀୟ। ଭାଗବତର ଦ୍ୱାଦଶ ସ୍କନ୍ଧରେ ପ୍ରସ୍ତୁତ ଉପଦେଶ ଜୀବନର ପ୍ରତି ପଦକ୍ଷେପରେ ମାର୍ଗଦର୍ଶନ ଦିଏ। ଏହା ଆମ ଜାତିର ଜ୍ଞାନ ଭଣ୍ଡାର। bbox=[662, 265, 862, 432]
sudoku-solution-cell bbox=[322, 2020, 341, 2039]
sudoku-solution-cell bbox=[247, 2133, 266, 2152]
sudoku-cell[interactable] bbox=[147, 1855, 179, 1887]
sudoku-cell[interactable] bbox=[276, 1791, 308, 1823]
sudoku-cell[interactable]: 1 bbox=[211, 1855, 243, 1887]
sudoku-solution-caption: ଗତକାଲିର ଉତ୍ତର bbox=[217, 2176, 293, 2187]
ei-bharatare-title: ଏଇ ଭାରତରେ bbox=[1300, 1078, 1450, 1106]
chirantani-text: ବହି ନେଇ ବିଶାଳ ପଥେ ଯେବେ ଧାଇଁଛି ଏ ସୃଷ୍ଟି, ତପଚ ତଲ ରେ ଲକ୍ଷ ପଡ଼ିଥିଲେ ହୋଇ ଗାର ଦୃଷ୍ଟି, ଏ ବିଚାର ଯେବେ ନାହିଁ ବାର ଗୟ, ଜୀବନ ତାର ଅଭୟ। (ଜୀବନ କଥା) bbox=[1192, 1591, 1456, 1635]
editorial-subhead: ଆଜିର ଅର୍ଥନୀତି bbox=[169, 807, 301, 832]
sudoku-title-odia: ସୁ-ଡୋ-କୁ bbox=[194, 1608, 277, 1633]
sudoku-cell[interactable]: C bbox=[50, 1791, 82, 1823]
logo-sub: DHARITRI bbox=[133, 66, 177, 75]
sudoku-cell[interactable]: C bbox=[82, 1662, 114, 1694]
reader-banner bbox=[716, 1984, 1476, 2022]
sudoku-solution-cell bbox=[265, 2020, 284, 2039]
sudoku-solution-cell bbox=[284, 2039, 303, 2058]
sudoku-solution-cell bbox=[303, 2114, 322, 2133]
sudoku-cell[interactable]: 5 bbox=[243, 1759, 275, 1791]
sudoku-solution-cell bbox=[284, 2152, 303, 2171]
registration-mark-right-mid: C M Y K bbox=[1483, 1056, 1493, 1096]
sudoku-solution-cell bbox=[190, 2152, 209, 2171]
article1-col1: ଗ ଣ ଭାଗବତ ଓଡ଼ିଆ ଜାତିର ଜୀବନ ବେଦ। ଉତ୍କଳୀୟ ବୈଷ୍ଣବ ଧର୍ମ ଓ ଆଧ୍ୟାତ୍ମ ଚେତନାର ମୂଳ ଆଧାର ହେଉଛି ଜଗନ୍ନାଥ ଦାସଙ୍କ ଭାଗବତ। ଶ୍ରୀକୃଷ୍ଣଙ୍କ ଲୀଳା ବର୍ଣ୍ଣନା ସହିତ ଏହା ମାନବ ଜୀବନର ନୈତିକ ମୂଲ୍ୟବୋଧ, ଭକ୍ତି ଓ ଜ୍ଞାନର ସମନ୍ୱୟ ଉପସ୍ଥାପନ କରେ। ଗାଁ ଗାଁରେ ଭାଗବତ ଟୁଙ୍ଗୀ ସ୍ଥାପନ କରି ଭାଗବତ ପାଠର ପରମ୍ପରା ଆଜି ମଧ୍ୟ ଜୀବନ୍ତ। ଏହି ଗ୍ରନ୍ଥ ଓଡ଼ିଆ ଭାଷାକୁ ସାଧାରଣ ଜନତା ନିକଟରେ ପହଞ୍ଚାଇଥିଲା। ଆଉ ପ୍ରାଚୀନ ଶାସ୍ତ୍ର ଯାହା ଏକଦା ସଂସ୍କୃତରେ ଆବଦ୍ଧ ଥିଲା, ତାହା ସରଳ ଓଡ଼ିଆରେ ଗ୍ରାମ୍ୟ ଜନତାର ମନ ଛୁଇଁଲା। ଭାଗବତ ଶିକ୍ଷାର ମାଧ୍ୟମ ଭାବେ ମଧ୍ୟ ବ୍ୟବହୃତ ହେଉଥିଲା। ଚାଟଶାଳୀରେ ପିଲାମାନେ ଭାଗବତ ପାଠ କରି ଅକ୍ଷର ଶିଖୁଥିଲେ। ଏହା ସହିତ ସାମାଜିକ ନ୍ୟାୟ, ମାନବିକତା, ସହନଶୀଳତା ଓ ପ୍ରେମର ବାର୍ତ୍ତା ପ୍ରଚାର କରିଥିଲା। ଓଡ଼ିଶାର ଗ୍ରାମୀଣ ସମାଜ ବିଚାର, ଆଚାର ଓ ସଂସ୍କୃତି ଉପରେ ଭାଗବତର ପ୍ରଭାବ ଅତୁଳନୀୟ। bbox=[452, 267, 652, 649]
svg-text:ॐ: ॐ bbox=[465, 51, 481, 70]
sudoku-solution-cell bbox=[190, 2020, 209, 2039]
article1-byline: ବିଭୂତିଭୂଷଣ ନଗର, ଭଦ୍ରକ, ମୋ- ୯୪୩୮୫୫୪୦୮ bbox=[1326, 1008, 1470, 1035]
sudoku-solution-cell bbox=[228, 2077, 247, 2096]
sudoku-solution-cell bbox=[284, 2058, 303, 2077]
sudoku-solution-cell bbox=[265, 2077, 284, 2096]
sudoku-cell[interactable]: 7 bbox=[308, 1662, 340, 1694]
sudoku-cell[interactable]: B bbox=[211, 1726, 243, 1758]
article1-col5: ଅକ୍ଷର ଶବ୍ଦରେ ଗଭୀର ତତ୍ତ୍ୱ ଚେତନାକୁ ପ୍ରକାଶ କରିବା ହିଁ ତା'ର ବିଶେଷତ୍ୱ। ଅର୍ଥାତ୍ ଓଡ଼ିଆ ଭାଷାକୁ ପରିଚ୍ଛନ୍ନ କରି ଲେଖିବାର ଯେଉଁ ମାର୍ଜିତ ପ୍ରୟାସ ହୋଇଥିଲା, ତାହା ଭାଗବତର ଫଳ। ଆଜି ଭାଗବତ ଜନ୍ମୋତ୍ସବ ଉପଲକ୍ଷେ ଏହି ମହାନ ଗ୍ରନ୍ଥର ପ୍ରାସଙ୍ଗିକତା ଉପରେ ଆଲୋଚନା ଜରୁରୀ। ଯୁବପିଢ଼ିଙ୍କ ମଧ୍ୟରେ ଭାଗବତ ପାଠର ଅଭ୍ୟାସ ବୃଦ୍ଧି କରିବା ଆମ ସମସ୍ତଙ୍କ ଦାୟିତ୍ୱ। bbox=[1276, 265, 1470, 416]
sudoku-solution-cell bbox=[228, 2114, 247, 2133]
article2-col2: ବ୍ରତ ସମୟରେ ସବୁ ପ୍ରକାର ମାଙ୍ଗଳିକ କାର୍ଯ୍ୟ ଯଥା ବିବାହ, ଉପନୟନ ଓ ଗୃହପ୍ରବେଶ ବର୍ଜିତ। ଏହି ଚାରିମାସ ଭିତରେ ଅନେକ ପର୍ବପର୍ବାଣି ପାଳିତ ହୁଏ। ଶ୍ରାବଣରେ ଶିବଙ୍କ ଉପାସନା, ଭାଦ୍ରବରେ ଗଣେଶ ପୂଜା, ଆଶ୍ୱିନରେ ଦୁର୍ଗାପୂଜା ଏବଂ କାର୍ତ୍ତିକରେ ହବିଷ୍ୟ ବ୍ରତ। ଏହି ସମୟରେ ଶାକ, ଦହି, କ୍ଷୀର ଓ ଡାଲି କ୍ରମଶଃ ବର୍ଜନ କରାଯାଏ। bbox=[700, 1190, 920, 1296]
sudoku-solution-cell bbox=[190, 2114, 209, 2133]
sudoku-caption: ଏହାର ଉତ୍ତର ଆସନ୍ତାକାଲି ପ୍ରକାଶ ପାଇବ bbox=[98, 1958, 288, 1971]
sudoku-cell[interactable] bbox=[114, 1920, 146, 1952]
sudoku-solution-cell bbox=[228, 2095, 247, 2114]
sudoku-cell[interactable]: 8 bbox=[147, 1662, 179, 1694]
sudoku-cell[interactable] bbox=[147, 1888, 179, 1920]
sudoku-grid[interactable] bbox=[48, 1660, 342, 1954]
sudoku-cell[interactable]: 9 bbox=[276, 1888, 308, 1920]
sudoku-solution-cell bbox=[209, 2039, 228, 2058]
contact-line-3[interactable]: :miku11@yahoo.com (Use only for advertisements,commercial queries) bbox=[764, 2190, 1160, 2203]
sudoku-solution-cell bbox=[171, 2095, 190, 2114]
sudoku-solution-cell bbox=[322, 2077, 341, 2096]
sudoku-cell[interactable] bbox=[147, 1920, 179, 1952]
article1-col2b: ଣ ଭାଗବତ ଓଡ଼ିଆ ଜାତିର ଜୀବନ ବେଦ। ଉତ୍କଳୀୟ ବୈଷ୍ଣବ ଧର୍ମ ଓ ଆଧ୍ୟାତ୍ମ ଚେତନାର ମୂଳ ଆଧାର ହେଉଛି ଜଗନ୍ନାଥ ଦାସଙ୍କ ଭାଗବତ। ଶ୍ରୀକୃଷ୍ଣଙ୍କ ଲୀଳା ବର୍ଣ୍ଣନା ସହିତ ଏହା ମାନବ ଜୀବନର ନୈତିକ ମୂଲ୍ୟବୋଧ, ଭକ୍ତି ଓ ଜ୍ଞାନର ସମନ୍ୱୟ ଉପସ୍ଥାପନ କରେ। ଗାଁ ଗାଁରେ ଭାଗବତ ଟୁଙ୍ଗୀ ସ୍ଥାପନ କରି ଭାଗବତ ପାଠର ପରମ୍ପରା ଆଜି ମଧ୍ୟ ଜୀବନ୍ତ। ଏହି ଗ୍ରନ୍ଥ ଓଡ଼ିଆ ଭାଷାକୁ ସାଧାରଣ ଜନତା ନିକଟରେ ପହଞ୍ଚାଇଥିଲା। ଆଉ ପ୍ରାଚୀନ ଶାସ୍ତ୍ର ଯାହା ଏକଦା ସଂସ୍କୃତରେ ଆବଦ୍ଧ ଥିଲା, ତାହା ସରଳ ଓଡ଼ିଆରେ ଗ୍ରାମ୍ୟ ଜନତାର ମନ ଛୁଇଁଲା। ଭାଗବତ ଶିକ୍ଷାର ମାଧ୍ୟମ ଭାବେ ମଧ୍ୟ ବ୍ୟବହୃତ ହେଉଥିଲା। ଚାଟଶାଳୀରେ ପିଲାମାନେ ଭାଗବତ ପାଠ କରି ଅକ୍ଷର ଶିଖୁଥିଲେ। ଏହା ସହିତ ସାମାଜିକ ନ୍ୟାୟ, ମାନବିକତା, ସହନଶୀଳତା ଓ ପ୍ରେମର ବାର୍ତ୍ତା ପ୍ରଚାର କରିଥିଲା। ଓଡ଼ିଶାର ଗ୍ରାମୀଣ ସମାଜ ବିଚାର, ଆଚାର ଓ ସଂସ୍କୃତି ଉପରେ ଭାଗବତର ପ୍ରଭାବ ଅତୁଳନୀୟ। bbox=[662, 620, 862, 923]
star-of-david-icon bbox=[398, 44, 428, 74]
sudoku-solution-cell bbox=[228, 2039, 247, 2058]
sudoku-cell[interactable]: C bbox=[50, 1855, 82, 1887]
sudoku-cell[interactable] bbox=[308, 1759, 340, 1791]
sudoku-cell[interactable] bbox=[179, 1759, 211, 1791]
sudoku-cell[interactable] bbox=[50, 1726, 82, 1758]
chirantani-title: ଚିରନ୍ତନୀ bbox=[1210, 1556, 1286, 1580]
sudoku-cell[interactable] bbox=[211, 1920, 243, 1952]
letter3-sign: ଶ୍ରୀରାମଚନ୍ଦ୍ର ଦାସ, ବିଦ୍ୟାଧରପୁର, ଚନ୍ଦନପୁର, ପୁରୀ bbox=[1249, 2096, 1470, 2109]
sudoku-cell[interactable] bbox=[243, 1920, 275, 1952]
editorial-body-block bbox=[40, 237, 430, 1090]
sudoku-cell[interactable] bbox=[147, 1791, 179, 1823]
sudoku-cell[interactable] bbox=[179, 1823, 211, 1855]
sudoku-cell[interactable]: 4 bbox=[211, 1694, 243, 1726]
sudoku-cell[interactable] bbox=[211, 1791, 243, 1823]
sudoku-solution-cell bbox=[265, 2133, 284, 2152]
sudoku-solution-cell bbox=[171, 2152, 190, 2171]
sudoku-solution-cell bbox=[303, 2058, 322, 2077]
